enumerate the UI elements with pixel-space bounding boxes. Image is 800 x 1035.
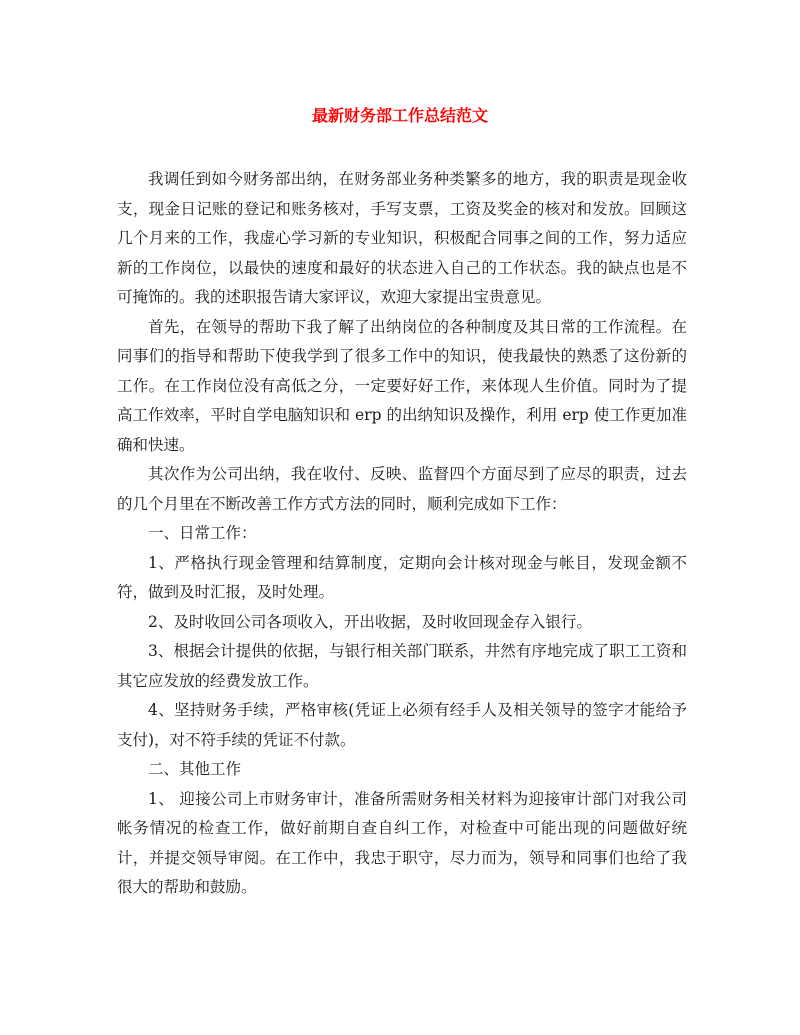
paragraph-intro: 我调任到如今财务部出纳，在财务部业务种类繁多的地方，我的职责是现金收支，现金日记账的登记和账务核对，手写支票，工资及奖金的核对和发放。回顾这几个月来的工作，我虚心学习新的专业知识，积极配合同事之间的工作，努力适应新的工作岗位，以最快的速度和最好的状态进入自己的工作状态。我的缺点也是不可掩饰的。我的述职报告请大家评议，欢迎大家提出宝贵意见。 bbox=[117, 170, 687, 306]
paragraph-first: 首先，在领导的帮助下我了解了出纳岗位的各种制度及其日常的工作流程。在同事们的指导和帮助下使我学到了很多工作中的知识，使我最快的熟悉了这份新的工作。在工作岗位没有高低之分，一定要好好工作，来体现人生价值。同时为了提高工作效率，平时自学电脑知识和 erp 的出纳知识及操作，利用 erp 使工作更加准确和快速。 bbox=[117, 317, 687, 454]
document-title: 最新财务部工作总结范文 bbox=[311, 106, 488, 125]
section-heading-other-work: 二、其他工作 bbox=[148, 760, 242, 778]
list-item-2: 2、及时收回公司各项收入，开出收据，及时收回现金存入银行。 bbox=[148, 612, 592, 631]
document-body bbox=[117, 165, 687, 903]
list-item-3: 3、根据会计提供的依据，与银行相关部门联系，井然有序地完成了职工工资和其它应发放的经费发放工作。 bbox=[117, 642, 687, 690]
section-heading-daily-work: 一、日常工作： bbox=[148, 524, 257, 542]
paragraph-second: 其次作为公司出纳，我在收付、反映、监督四个方面尽到了应尽的职责，过去的几个月里在不断改善工作方式方法的同时，顺利完成如下工作： bbox=[117, 465, 687, 513]
list-item-4: 4、坚持财务手续，严格审核(凭证上必须有经手人及相关领导的签字才能给予支付)，对不符手续的凭证不付款。 bbox=[117, 701, 687, 749]
list-item-1: 1、严格执行现金管理和结算制度，定期向会计核对现金与帐目，发现金额不符，做到及时汇报，及时处理。 bbox=[117, 553, 687, 601]
list-item-other-1: 1、 迎接公司上市财务审计，准备所需财务相关材料为迎接审计部门对我公司帐务情况的检查工作，做好前期自查自纠工作，对检查中可能出现的问题做好统计，并提交领导审阅。在工作中，我忠于职守，尽力而为，领导和同事们也给了我很大的帮助和鼓励。 bbox=[117, 789, 687, 896]
